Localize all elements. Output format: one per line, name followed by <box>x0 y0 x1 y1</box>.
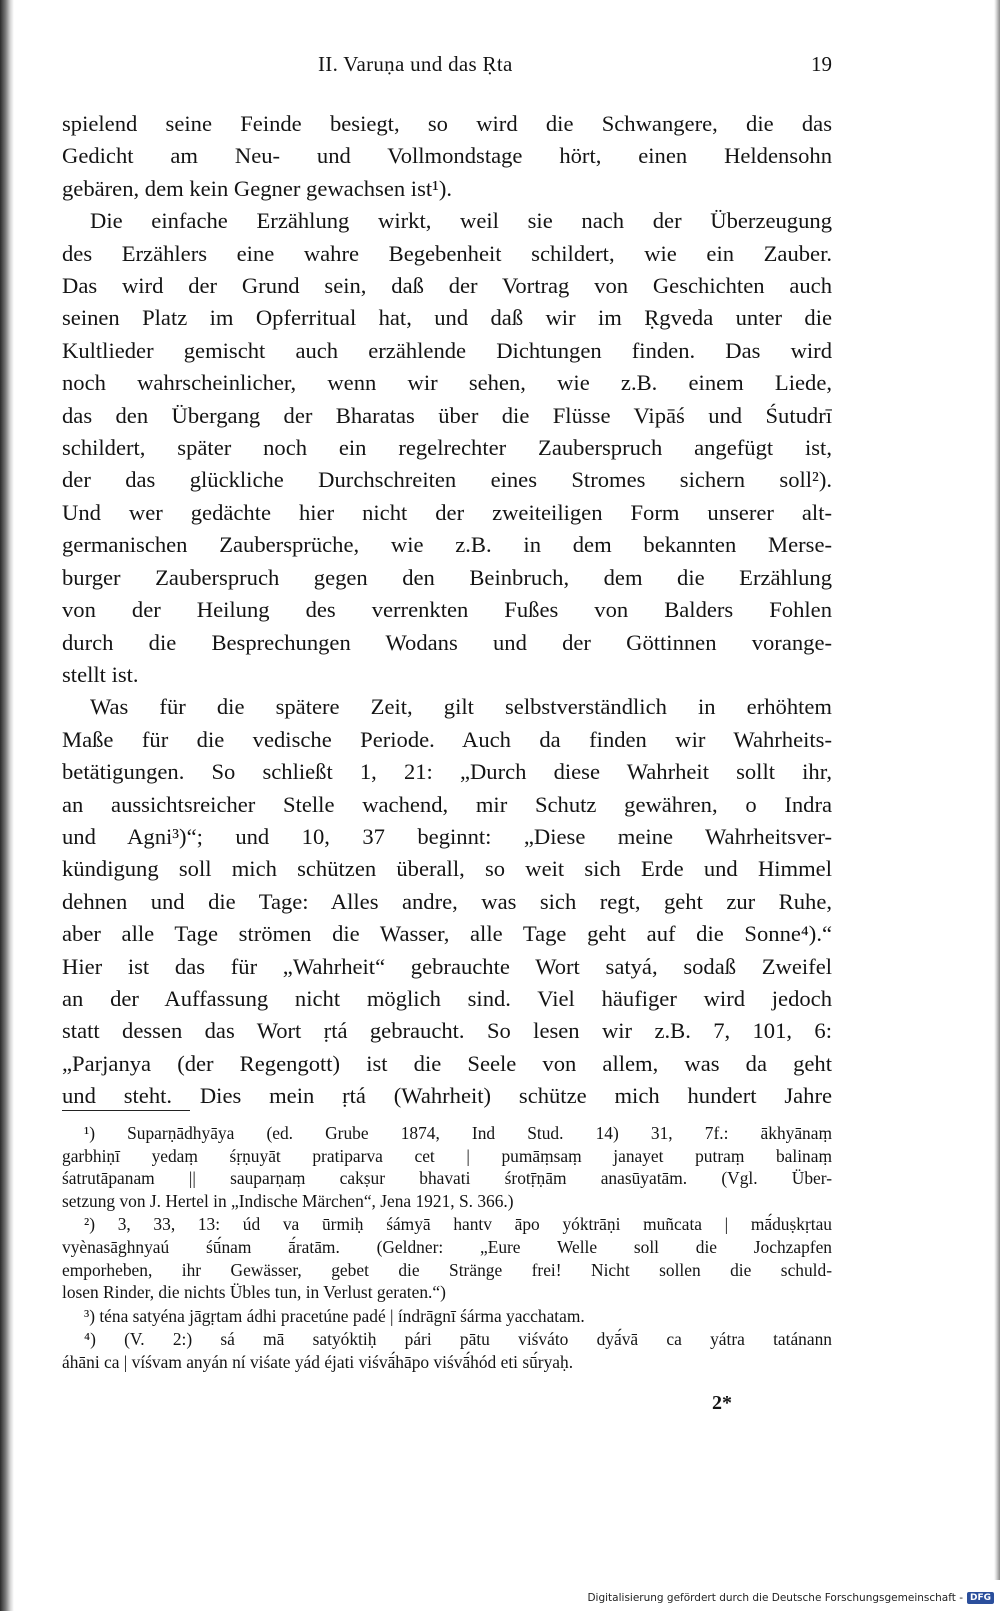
body-line: Was für die spätere Zeit, gilt selbstverständlich in erhöhtem <box>90 694 832 720</box>
footnote-line: áhāni ca | víśvam anyán ní viśate yád éjati viśvā́hāpo viśvā́hód eti sū́ryaḥ. <box>62 1351 574 1372</box>
body-line: Kultlieder gemischt auch erzählende Dichtungen finden. Das wird <box>62 337 832 363</box>
footnotes <box>62 1122 832 1375</box>
footnote-line: śatrutāpanam || sauparṇaṃ cakṣur bhavati śrotṝṇām anasūyatām. (Vgl. Über- <box>62 1168 832 1189</box>
digitization-credit <box>587 1589 994 1607</box>
footnote-line: ¹) Suparṇādhyāya (ed. Grube 1874, Ind Stud. 14) 31, 7f.: ākhyānaṃ <box>84 1123 832 1143</box>
body-line: dehnen und die Tage: Alles andre, was sich regt, geht zur Ruhe, <box>62 888 832 914</box>
body-line: betätigungen. So schließt 1, 21: „Durch diese Wahrheit sollt ihr, <box>62 759 832 785</box>
running-head <box>62 52 832 82</box>
body-line: durch die Besprechungen Wodans und der Göttinnen vorange- <box>62 629 832 655</box>
footnote-rule <box>62 1110 190 1111</box>
body-line: spielend seine Feinde besiegt, so wird die Schwangere, die das <box>62 111 832 136</box>
body-line: aber alle Tage strömen die Wasser, alle Tage geht auf die Sonne⁴).“ <box>62 921 832 947</box>
body-line: Maße für die vedische Periode. Auch da finden wir Wahrheits- <box>62 726 832 752</box>
body-line: an aussichtsreicher Stelle wachend, mir Schutz gewähren, o Indra <box>62 791 832 817</box>
footnote-line: ⁴) (V. 2:) sá mā satyóktiḥ pári pātu viśváto dyā́vā ca yátra tatánann <box>84 1329 832 1350</box>
footnote-4 <box>62 1328 832 1373</box>
credit-text: Digitalisierung gefördert durch die Deutsche Forschungsgemeinschaft - <box>587 1592 963 1604</box>
footnote-line: ³) téna satyéna jāgṛtam ádhi pracetúne padé | índrāgnī śárma yacchatam. <box>84 1305 585 1326</box>
page-number: 19 <box>811 52 832 76</box>
footnote-line: losen Rinder, die nichts Übles tun, in Verlust geraten.“) <box>62 1282 446 1303</box>
footnote-1 <box>62 1122 832 1212</box>
footnote-line: ²) 3, 33, 13: úd va ūrmiḥ śámyā hantv āpo yóktrāṇi muñcata | mā́duṣkṛtau <box>84 1214 832 1235</box>
body-line: und steht. Dies mein ṛtá (Wahrheit) schütze mich hundert Jahre <box>62 1083 832 1109</box>
body-line: der das glückliche Durchschreiten eines Stromes sichern soll²). <box>62 467 832 493</box>
body-line: kündigung soll mich schützen überall, so weit sich Erde und Himmel <box>62 856 832 882</box>
scan-edge-right <box>994 0 1000 1580</box>
running-head-title: II. Varuṇa und das Ṛta <box>318 52 513 76</box>
body-line: von der Heilung des verrenkten Fußes von Balders Fohlen <box>62 597 832 623</box>
body-line: noch wahrscheinlicher, wenn wir sehen, wie z.B. einem Liede, <box>62 370 832 396</box>
body-line: Die einfache Erzählung wirkt, weil sie nach der Überzeugung <box>90 208 832 234</box>
footnote-line: vyènasāghnyaú śū́nam ā́ratām. (Geldner: „Eure Welle soll die Jochzapfen <box>62 1236 832 1257</box>
body-line: statt dessen das Wort ṛtá gebraucht. So lesen wir z.B. 7, 101, 6: <box>62 1018 832 1044</box>
body-line: des Erzählers eine wahre Begebenheit schildert, wie ein Zauber. <box>62 240 832 266</box>
body-line: gebären, dem kein Gegner gewachsen ist¹). <box>62 175 453 201</box>
footnote-line: emporheben, ihr Gewässer, gebet die Stränge frei! Nicht sollen die schuld- <box>62 1259 832 1280</box>
body-line: germanischen Zaubersprüche, wie z.B. in dem bekannten Merse- <box>62 532 832 558</box>
body-line: stellt ist. <box>62 661 139 687</box>
body-line: Und wer gedächte hier nicht der zweiteiligen Form unserer alt- <box>62 499 832 525</box>
signature-mark: 2* <box>712 1392 732 1414</box>
body-line: seinen Platz im Opferritual hat, und daß wir im Ṛgveda unter die <box>62 305 832 331</box>
body-line: an der Auffassung nicht möglich sind. Viel häufiger wird jedoch <box>62 985 832 1011</box>
scan-edge-left <box>0 0 14 1611</box>
body-line: das den Übergang der Bharatas über die Flüsse Vipāś und Śutudrī <box>62 402 832 428</box>
dfg-logo[interactable]: DFG <box>967 1592 994 1604</box>
body-line: Hier ist das für „Wahrheit“ gebrauchte Wort satyá, sodaß Zweifel <box>62 953 832 979</box>
body-line: schildert, später noch ein regelrechter Zauberspruch angefügt ist, <box>62 435 832 461</box>
body-line: burger Zauberspruch gegen den Beinbruch, dem die Erzählung <box>62 564 832 590</box>
body-text <box>62 108 832 1113</box>
footnote-line: setzung von J. Hertel in „Indische Märchen“, Jena 1921, S. 366.) <box>62 1190 514 1211</box>
footnote-3 <box>62 1305 832 1328</box>
body-line: „Parjanya (der Regengott) ist die Seele von allem, was da geht <box>62 1050 832 1076</box>
body-line: Das wird der Grund sein, daß der Vortrag von Geschichten auch <box>62 273 832 299</box>
body-line: und Agni³)“; und 10, 37 beginnt: „Diese meine Wahrheitsver- <box>62 823 832 849</box>
footnote-line: garbhiṇī yedaṃ śṛṇuyāt pratiparva cet | pumāṃsaṃ janayet putraṃ balinaṃ <box>62 1145 832 1166</box>
body-line: Gedicht am Neu- und Vollmondstage hört, einen Heldensohn <box>62 143 832 169</box>
footnote-2 <box>62 1213 832 1303</box>
